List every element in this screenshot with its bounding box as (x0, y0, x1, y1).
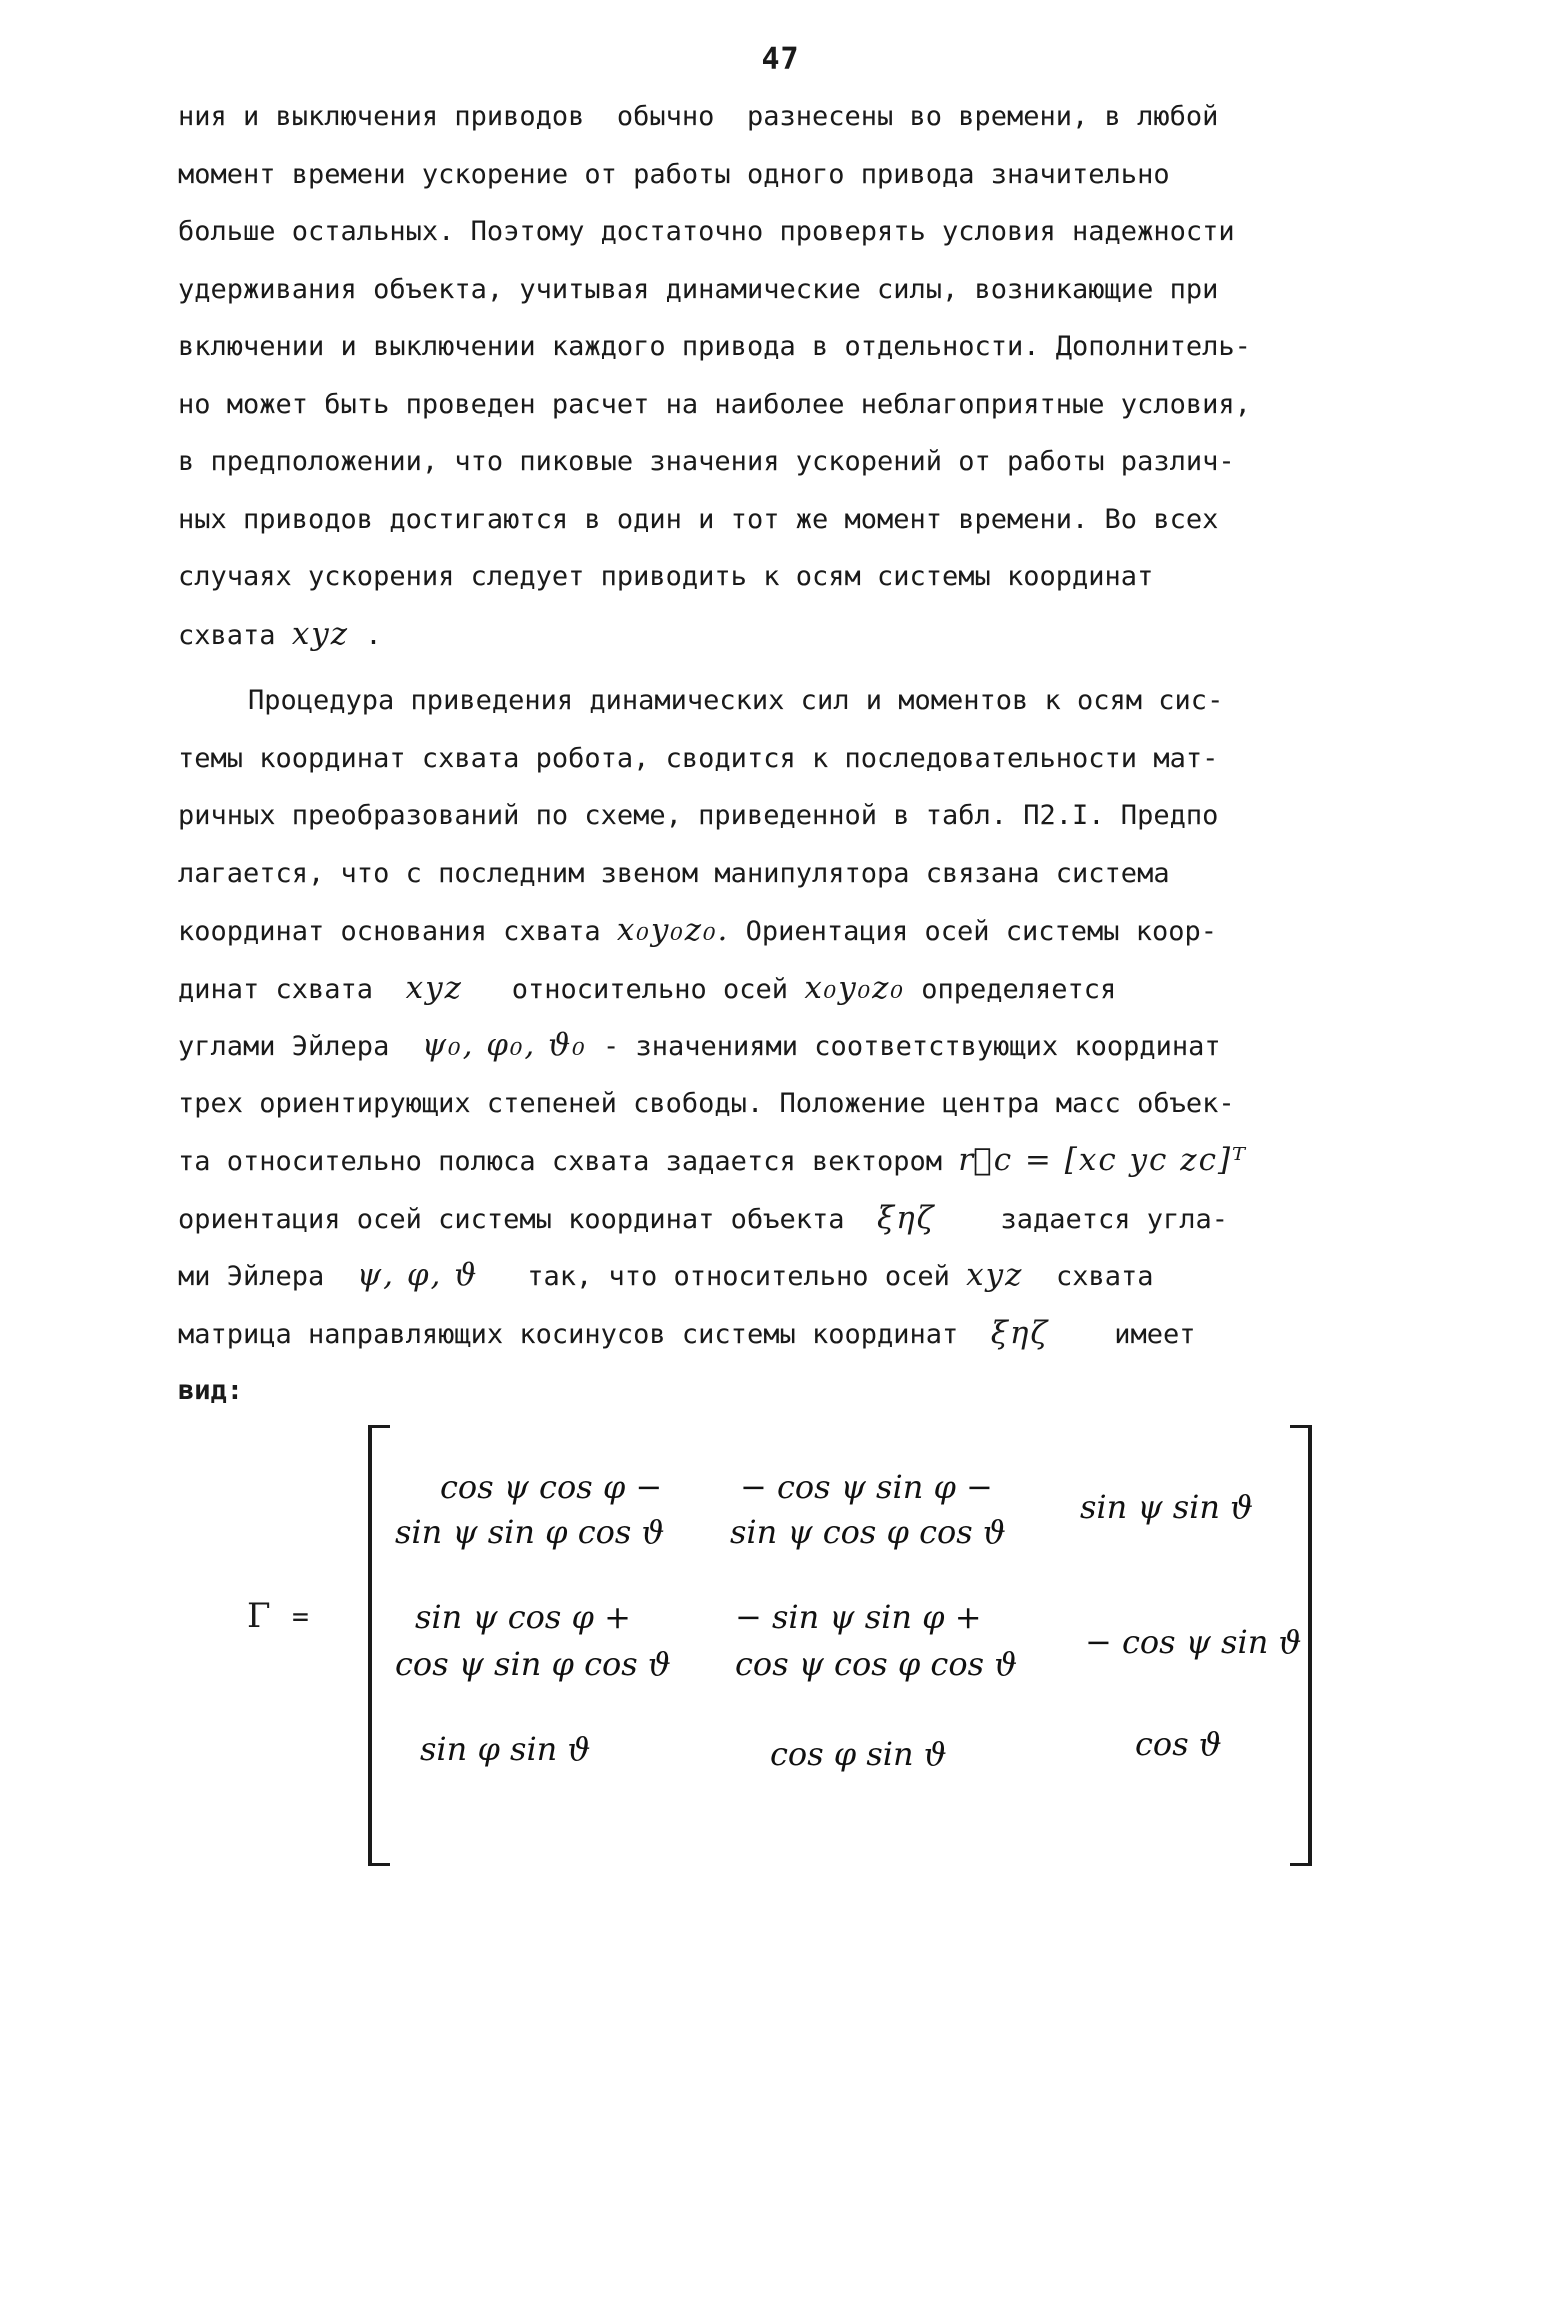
handwritten-symbol: ψ, φ, ϑ (356, 1257, 479, 1293)
text-line (178, 1247, 1328, 1305)
text-line: удерживания объекта, учитывая динамические силы, возникающие при (178, 273, 1219, 305)
text-line: вид: (178, 1375, 244, 1406)
matrix-cell: cos ψ cos φ − (440, 1468, 663, 1506)
text-fragment: та относительно полюса схвата задается вектором (178, 1146, 943, 1177)
text-fragment: схвата (178, 619, 276, 651)
matrix-cell: cos φ sin ϑ (770, 1735, 947, 1773)
matrix-cell: cos ϑ (1135, 1725, 1222, 1763)
text-line (178, 1132, 1328, 1190)
text-fragment: . (365, 619, 382, 651)
matrix-cell: cos ψ cos φ cos ϑ (735, 1645, 1018, 1683)
matrix-cell: sin φ sin ϑ (420, 1730, 591, 1768)
equals-sign: = (292, 1600, 309, 1633)
text-line: но может быть проведен расчет на наиболее неблагоприятные условия, (178, 388, 1251, 420)
text-fragment: имеет (1114, 1318, 1196, 1350)
handwritten-symbol: xyz (405, 969, 463, 1006)
text-line (178, 960, 1328, 1018)
handwritten-symbol: xyz (291, 615, 350, 652)
matrix-cell: sin ψ sin ϑ (1080, 1488, 1254, 1526)
text-line: случаях ускорения следует приводить к осям системы координат (178, 561, 1154, 592)
matrix-cell: sin ψ cos φ + (415, 1598, 631, 1636)
text-fragment: Ориентация осей системы коор- (745, 916, 1218, 947)
text-line: ния и выключения приводов обычно разнесены во времени, в любой (178, 101, 1219, 132)
matrix-cell: − sin ψ sin φ + (735, 1598, 982, 1636)
handwritten-symbol: r⃗c = [xc yc zc]ᵀ (958, 1142, 1248, 1178)
text-fragment: так, что относительно осей (527, 1261, 950, 1292)
text-fragment: углами Эйлера (178, 1031, 390, 1062)
text-line (178, 1190, 1328, 1248)
paragraph-1 (178, 88, 1328, 663)
text-fragment: - значениями соответствующих координат (602, 1031, 1221, 1062)
handwritten-symbol: xyz (966, 1257, 1024, 1293)
page-number: 47 (761, 42, 800, 77)
matrix-label: Γ (247, 1596, 271, 1636)
text-fragment: ми Эйлера (178, 1261, 325, 1292)
text-line: трех ориентирующих степеней свободы. Положение центра масс объек- (178, 1087, 1235, 1119)
handwritten-symbol: x₀y₀z₀ (804, 969, 905, 1006)
handwritten-symbol: ψ₀, φ₀, ϑ₀ (421, 1027, 587, 1063)
text-fragment: задается угла- (1000, 1203, 1229, 1235)
text-line: включении и выключении каждого привода в отдельности. Дополнитель- (178, 331, 1251, 362)
text-line: темы координат схвата робота, сводится к последовательности мат- (178, 742, 1219, 774)
text-line: больше остальных. Поэтому достаточно проверять условия надежности (178, 216, 1235, 247)
text-line (178, 606, 1328, 664)
text-fragment: определяется (921, 973, 1117, 1005)
matrix-cell: cos ψ sin φ cos ϑ (395, 1645, 671, 1683)
text-line: в предположении, что пиковые значения ускорений от работы различ- (178, 446, 1235, 477)
text-fragment: относительно осей (511, 973, 789, 1005)
matrix-cell: sin ψ cos φ cos ϑ (730, 1513, 1006, 1551)
paragraph-2 (178, 672, 1328, 1420)
handwritten-symbol: ξηζ (990, 1314, 1050, 1351)
text-fragment: матрица направляющих косинусов системы координат (178, 1318, 959, 1350)
text-fragment: схвата (1055, 1261, 1154, 1292)
handwritten-symbol: x₀y₀z₀. (616, 912, 730, 948)
handwritten-symbol: ξηζ (877, 1199, 936, 1236)
text-line: лагается, что с последним звеном манипулятора связана система (178, 857, 1170, 889)
text-fragment: динат схвата (178, 973, 374, 1005)
text-line (178, 1017, 1328, 1075)
text-line: момент времени ускорение от работы одного привода значительно (178, 158, 1170, 190)
matrix-cell: − cos ψ sin φ − (740, 1468, 993, 1506)
text-fragment: ориентация осей системы координат объекта (178, 1203, 845, 1235)
text-line: Процедура приведения динамических сил и моментов к осям сис- (248, 685, 1224, 716)
text-line: ных приводов достигаются в один и тот же момент времени. Во всех (178, 503, 1219, 535)
text-fragment: координат основания схвата (178, 916, 601, 947)
text-line (178, 1305, 1328, 1363)
text-line: ричных преобразований по схеме, приведенной в табл. П2.I. Предпо (178, 800, 1219, 831)
matrix-cell: − cos ψ sin ϑ (1085, 1623, 1302, 1661)
text-line (178, 902, 1328, 960)
matrix-cell: sin ψ sin φ cos ϑ (395, 1513, 665, 1551)
matrix-left-bracket (368, 1425, 390, 1866)
